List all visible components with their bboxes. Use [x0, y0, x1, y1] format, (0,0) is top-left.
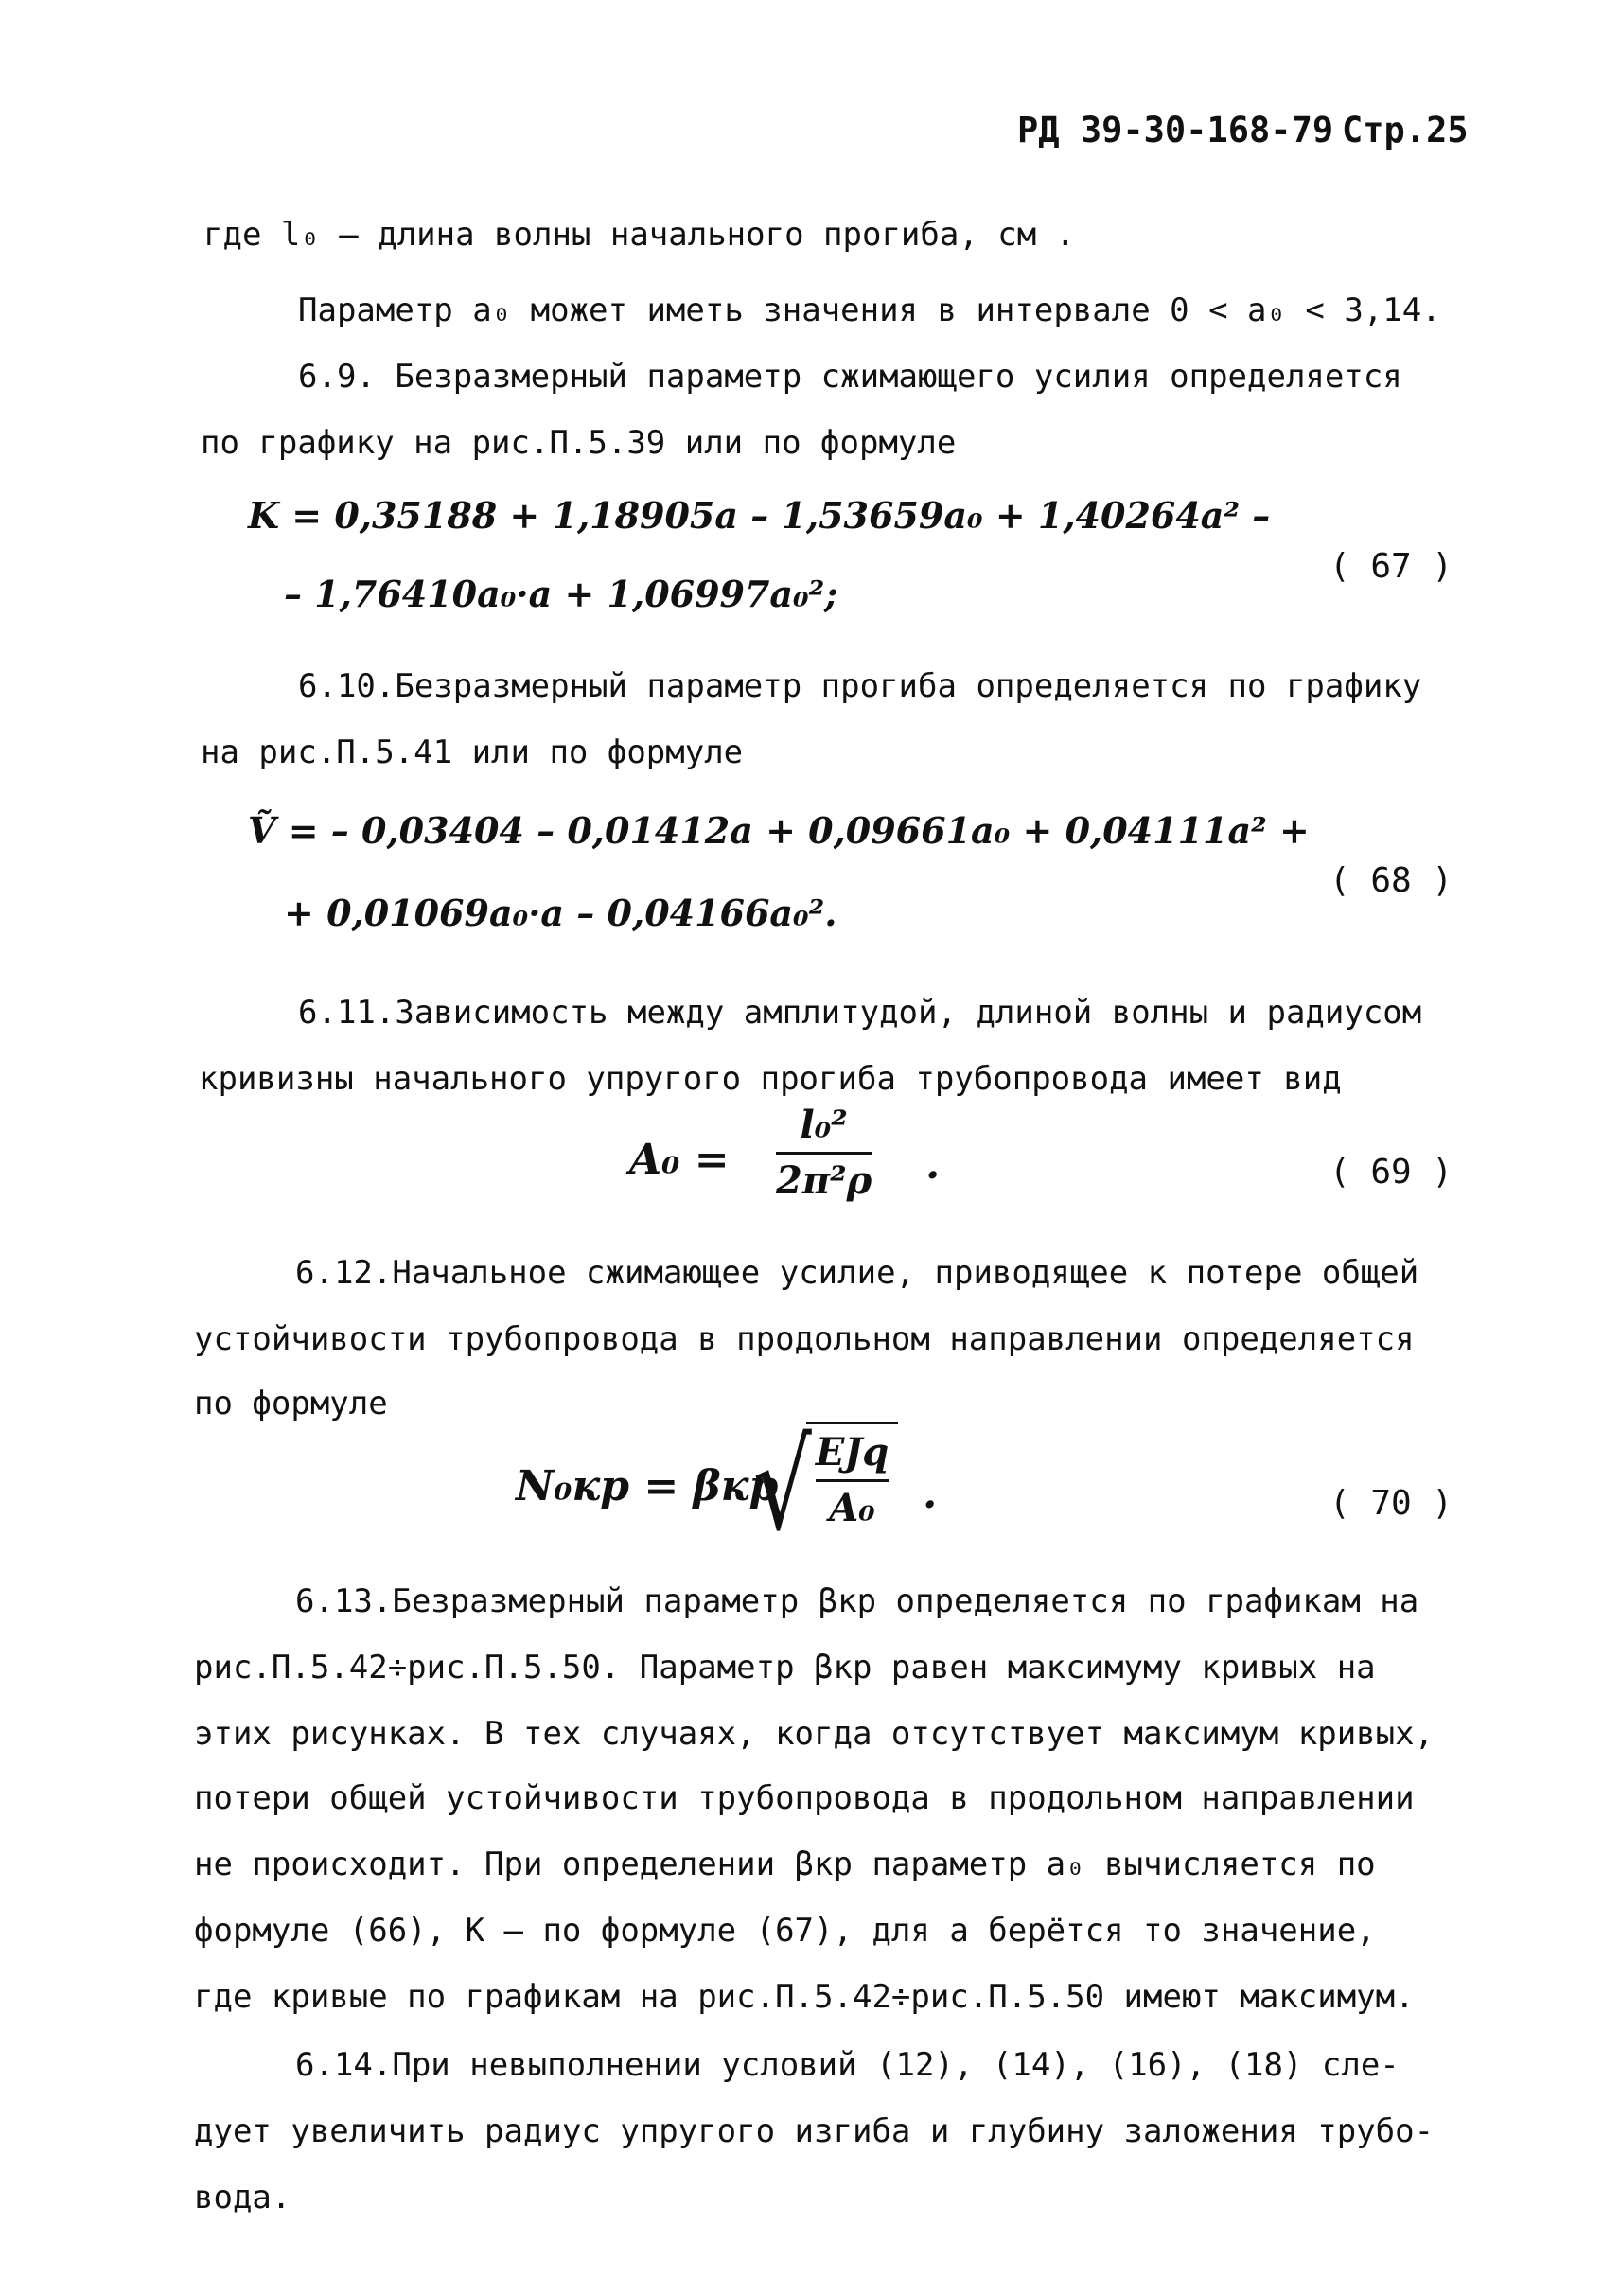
section-6-13-heading: 6.13.Безразмерный параметр βкр определяется по графикам на [295, 1582, 1419, 1620]
section-6-9-heading: 6.9. Безразмерный параметр сжимающего усилия определяется [298, 358, 1402, 396]
text-line: потери общей устойчивости трубопровода в продольном направлении [194, 1779, 1415, 1817]
radicand [806, 1422, 898, 1531]
equation-number: ( 69 ) [1329, 1153, 1453, 1192]
radical-sign: √ [752, 1414, 812, 1558]
section-6-14-heading: 6.14.При невыполнении условий (12), (14), (16), (18) сле- [295, 2046, 1400, 2084]
page-number: Стр.25 [1342, 110, 1469, 150]
fraction-numerator: EJq [815, 1430, 889, 1475]
section-6-11-heading: 6.11.Зависимость между амплитудой, длиной волны и радиусом [298, 994, 1422, 1032]
equation-lhs: N₀кр = βкр [516, 1462, 779, 1510]
text-line: по формуле [194, 1385, 388, 1422]
equation-number: ( 67 ) [1329, 547, 1453, 586]
fraction-denominator: 2π²ρ [776, 1158, 872, 1203]
equation-line: + 0,01069a₀·a – 0,04166a₀². [284, 892, 837, 934]
fraction-numerator: l₀² [800, 1103, 848, 1147]
text-line: рис.П.5.42÷рис.П.5.50. Параметр βкр равен максимуму кривых на [194, 1649, 1376, 1687]
equation-line: Ṽ = – 0,03404 – 0,01412a + 0,09661a₀ + 0,04111a² + [248, 809, 1310, 852]
fraction-bar [816, 1479, 889, 1482]
text-line: где l₀ – длина волны начального прогиба, см . [203, 216, 1076, 254]
text-line: дует увеличить радиус упругого изгиба и глубину заложения трубо- [194, 2112, 1435, 2150]
text-line: кривизны начального упругого прогиба трубопровода имеет вид [199, 1060, 1342, 1098]
text-line: устойчивости трубопровода в продольном направлении определяется [194, 1320, 1415, 1358]
section-6-10-heading: 6.10.Безразмерный параметр прогиба определяется по графику [298, 667, 1422, 705]
text-line: на рис.П.5.41 или по формуле [201, 733, 744, 771]
equation-line: K = 0,35188 + 1,18905a – 1,53659a₀ + 1,40264a² – [248, 494, 1271, 537]
text-line: Параметр a₀ может иметь значения в интервале 0 < a₀ < 3,14. [298, 291, 1441, 329]
equation-line: – 1,76410a₀·a + 1,06997a₀²; [284, 573, 838, 615]
square-root [733, 1414, 898, 1558]
fraction [816, 1430, 889, 1531]
equation-lhs: A₀ = [629, 1136, 730, 1184]
section-6-12-heading: 6.12.Начальное сжимающее усилие, приводящее к потере общей [295, 1254, 1419, 1292]
text-line: по графику на рис.П.5.39 или по формуле [201, 424, 957, 462]
equation-number: ( 70 ) [1329, 1484, 1453, 1523]
equation-period: . [923, 1470, 938, 1518]
text-line: этих рисунках. В тех случаях, когда отсутствует максимум кривых, [194, 1715, 1435, 1753]
fraction [776, 1103, 872, 1204]
equation-period: . [925, 1140, 941, 1189]
text-line: не происходит. При определении βкр параметр a₀ вычисляется по [194, 1846, 1376, 1883]
text-line: вода. [194, 2179, 291, 2217]
equation-number: ( 68 ) [1329, 861, 1453, 900]
text-line: где кривые по графикам на рис.П.5.42÷рис.П.5.50 имеют максимум. [194, 1978, 1415, 2016]
doc-code: РД 39-30-168-79 [1017, 110, 1334, 150]
fraction-denominator: A₀ [829, 1486, 875, 1530]
fraction-bar [776, 1152, 872, 1155]
text-line: формуле (66), K – по формуле (67), для a берётся то значение, [194, 1912, 1376, 1950]
